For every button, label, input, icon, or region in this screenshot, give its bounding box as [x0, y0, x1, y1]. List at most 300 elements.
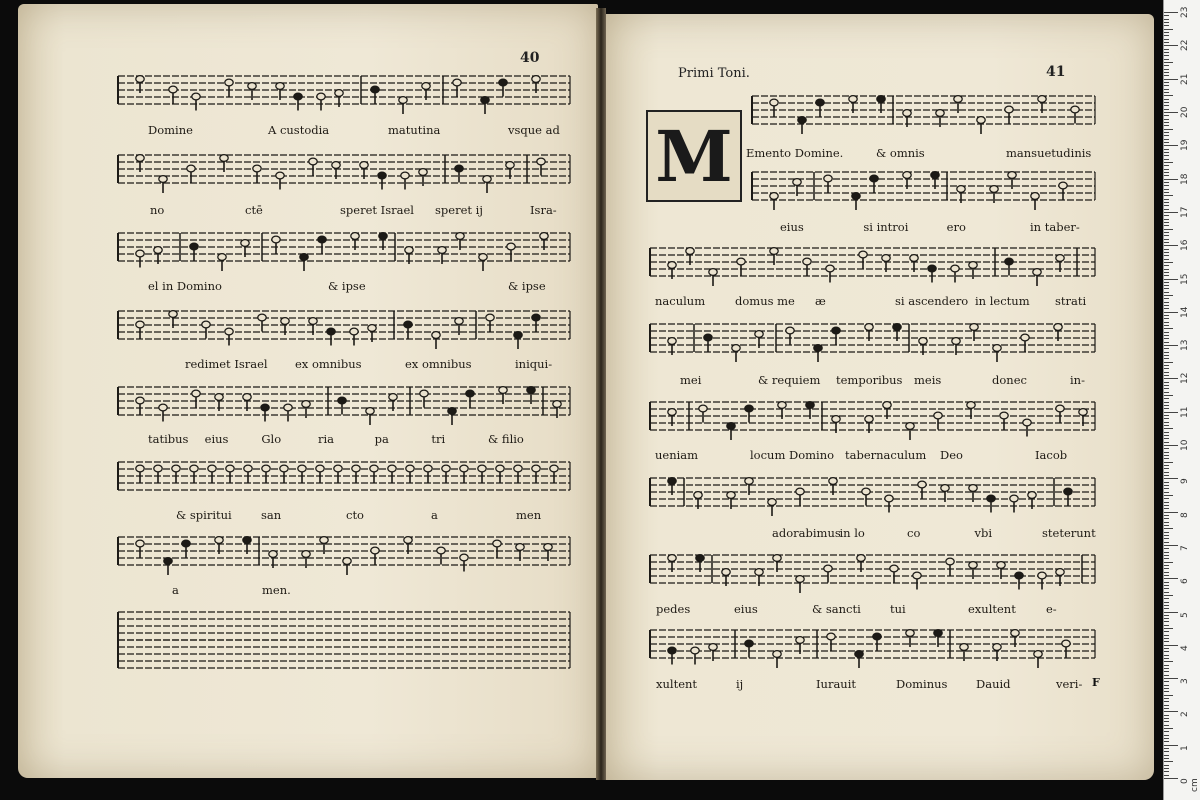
- ruler-tick: [1164, 645, 1178, 646]
- note: [466, 390, 474, 397]
- note: [448, 408, 456, 415]
- ruler-tick: [1164, 69, 1169, 70]
- note: [343, 558, 351, 565]
- note: [208, 465, 216, 472]
- note: [709, 269, 717, 276]
- right-page-number: 41: [1046, 64, 1066, 80]
- note: [970, 324, 978, 331]
- note: [832, 416, 840, 423]
- ruler-number: 22: [1180, 39, 1190, 52]
- ruler-number: 13: [1180, 339, 1190, 352]
- ruler-tick: [1164, 382, 1169, 383]
- ruler-tick: [1164, 125, 1169, 126]
- ruler-tick: [1164, 229, 1173, 230]
- note: [1011, 630, 1019, 637]
- note: [755, 569, 763, 576]
- lyric-word: Iurauit: [816, 677, 857, 691]
- ruler-tick: [1164, 195, 1173, 196]
- note: [827, 633, 835, 640]
- ruler-tick: [1164, 771, 1169, 772]
- lyric-word: temporibus: [836, 373, 903, 387]
- lyric-word: & requiem: [758, 373, 821, 387]
- lyric-word: cto: [346, 508, 364, 522]
- ruler-tick: [1164, 252, 1169, 253]
- right-page-header: Primi Toni.: [678, 66, 750, 81]
- note: [253, 165, 261, 172]
- ruler-tick: [1164, 348, 1169, 349]
- note: [1059, 182, 1067, 189]
- ruler-tick: [1164, 668, 1169, 669]
- ruler-tick: [1164, 565, 1169, 566]
- lyric-word: naculum: [655, 294, 706, 308]
- ruler-tick: [1164, 615, 1169, 616]
- note: [258, 314, 266, 321]
- note: [540, 233, 548, 240]
- lyric-word: & spiritui: [176, 508, 232, 522]
- note: [136, 155, 144, 162]
- note: [824, 175, 832, 182]
- ruler-tick: [1164, 12, 1178, 13]
- note: [1056, 569, 1064, 576]
- ruler-tick: [1164, 232, 1169, 233]
- ruler-tick: [1164, 432, 1169, 433]
- note: [1023, 419, 1031, 426]
- lyric-word: speret ij: [435, 203, 483, 217]
- ruler-tick: [1164, 292, 1169, 293]
- ruler-tick: [1164, 512, 1178, 513]
- ruler-tick: [1164, 22, 1169, 23]
- ruler-tick: [1164, 608, 1169, 609]
- note: [990, 186, 998, 193]
- note: [496, 465, 504, 472]
- note: [192, 93, 200, 100]
- ruler-tick: [1164, 711, 1178, 712]
- note: [1054, 324, 1062, 331]
- note: [302, 401, 310, 408]
- note: [544, 544, 552, 551]
- note: [332, 162, 340, 169]
- lyric-word: el in Domino: [148, 279, 222, 293]
- note: [154, 247, 162, 254]
- lyric-word: ex omnibus: [295, 357, 362, 371]
- lyric-word: vsque ad: [508, 123, 560, 137]
- note: [906, 423, 914, 430]
- ruler-tick: [1164, 312, 1178, 313]
- note: [969, 262, 977, 269]
- note: [262, 465, 270, 472]
- lyric-word: æ: [815, 294, 826, 308]
- ruler-tick: [1164, 658, 1169, 659]
- ruler-tick: [1164, 462, 1173, 463]
- ruler-tick: [1164, 582, 1169, 583]
- note: [215, 394, 223, 401]
- ruler-tick: [1164, 159, 1169, 160]
- lyric-word: redimet Israel: [185, 357, 268, 371]
- lyric-word: vbi: [974, 526, 993, 540]
- note: [371, 86, 379, 93]
- ruler-tick: [1164, 262, 1173, 263]
- lyric-word: & ipse: [328, 279, 366, 293]
- ruler-tick: [1164, 392, 1169, 393]
- ruler-tick: [1164, 25, 1169, 26]
- ruler-tick: [1164, 575, 1169, 576]
- ruler-tick: [1164, 265, 1169, 266]
- ruler-number: 10: [1180, 439, 1190, 451]
- note: [969, 562, 977, 569]
- ruler-tick: [1164, 502, 1169, 503]
- note: [405, 247, 413, 254]
- ruler-tick: [1164, 272, 1169, 273]
- ruler-tick: [1164, 691, 1169, 692]
- note: [745, 405, 753, 412]
- ruler-tick: [1164, 675, 1169, 676]
- lyric-word: ueniam: [655, 448, 699, 462]
- ruler-tick: [1164, 368, 1169, 369]
- note: [309, 158, 317, 165]
- ruler-tick: [1164, 498, 1169, 499]
- ruler-tick: [1164, 685, 1169, 686]
- ruler-tick: [1164, 52, 1169, 53]
- ruler-tick: [1164, 342, 1169, 343]
- note: [244, 465, 252, 472]
- ruler-tick: [1164, 488, 1169, 489]
- note: [154, 465, 162, 472]
- note: [366, 408, 374, 415]
- ruler-tick: [1164, 99, 1169, 100]
- ruler-tick: [1164, 242, 1169, 243]
- ruler-tick: [1164, 109, 1169, 110]
- note: [225, 79, 233, 86]
- ruler-tick: [1164, 405, 1169, 406]
- note: [997, 562, 1005, 569]
- ruler-tick: [1164, 219, 1169, 220]
- note: [1008, 172, 1016, 179]
- ruler-tick: [1164, 435, 1169, 436]
- note: [691, 647, 699, 654]
- ruler-tick: [1164, 185, 1169, 186]
- note: [967, 402, 975, 409]
- ruler-tick: [1164, 725, 1169, 726]
- ruler-tick: [1164, 222, 1169, 223]
- ruler-tick: [1164, 718, 1169, 719]
- note: [136, 250, 144, 257]
- lyric-word: Isra-: [530, 203, 557, 217]
- note: [243, 537, 251, 544]
- ruler-tick: [1164, 75, 1169, 76]
- lyric-word: & filio: [488, 432, 524, 446]
- ruler-number: 23: [1180, 6, 1190, 19]
- note: [527, 387, 535, 394]
- ruler-tick: [1164, 688, 1169, 689]
- ruler-tick: [1164, 455, 1169, 456]
- note: [159, 404, 167, 411]
- ruler-tick: [1164, 568, 1169, 569]
- note: [182, 540, 190, 547]
- ruler-tick: [1164, 212, 1178, 213]
- ruler-tick: [1164, 578, 1178, 579]
- note: [276, 83, 284, 90]
- ruler-tick: [1164, 665, 1169, 666]
- ruler-tick: [1164, 55, 1169, 56]
- note: [136, 540, 144, 547]
- note: [745, 640, 753, 647]
- note: [696, 555, 704, 562]
- note: [406, 465, 414, 472]
- lyric-word: Emento Domine.: [746, 146, 844, 160]
- ruler-tick: [1164, 82, 1169, 83]
- note: [437, 547, 445, 554]
- note: [309, 318, 317, 325]
- note: [379, 233, 387, 240]
- ruler-tick: [1164, 528, 1173, 529]
- note: [793, 179, 801, 186]
- ruler-number: 3: [1180, 678, 1190, 685]
- lyric-word: san: [261, 508, 282, 522]
- note: [951, 265, 959, 272]
- ruler-tick: [1164, 385, 1169, 386]
- ruler-tick: [1164, 698, 1169, 699]
- ruler-tick: [1164, 85, 1169, 86]
- note: [460, 554, 468, 561]
- note: [832, 327, 840, 334]
- note: [243, 394, 251, 401]
- ruler-tick: [1164, 65, 1169, 66]
- ruler-tick: [1164, 362, 1173, 363]
- ruler-tick: [1164, 165, 1169, 166]
- note: [796, 488, 804, 495]
- note: [919, 338, 927, 345]
- note: [300, 254, 308, 261]
- ruler-tick: [1164, 322, 1169, 323]
- ruler-tick: [1164, 761, 1173, 762]
- ruler-tick: [1164, 192, 1169, 193]
- lyric-word: eius: [780, 220, 804, 234]
- note: [241, 240, 249, 247]
- note: [404, 321, 412, 328]
- note: [957, 186, 965, 193]
- note: [318, 236, 326, 243]
- ruler-tick: [1164, 338, 1169, 339]
- ruler-tick: [1164, 408, 1169, 409]
- note: [987, 495, 995, 502]
- ruler-tick: [1164, 545, 1178, 546]
- note: [910, 255, 918, 262]
- ruler-tick: [1164, 535, 1169, 536]
- note: [918, 481, 926, 488]
- note: [226, 465, 234, 472]
- note: [338, 397, 346, 404]
- ruler-tick: [1164, 485, 1169, 486]
- note: [954, 96, 962, 103]
- ruler-tick: [1164, 618, 1169, 619]
- ruler-tick: [1164, 132, 1169, 133]
- note: [1033, 269, 1041, 276]
- ruler-tick: [1164, 602, 1169, 603]
- ruler-tick: [1164, 139, 1169, 140]
- ruler-tick: [1164, 638, 1169, 639]
- note: [934, 630, 942, 637]
- note: [931, 172, 939, 179]
- lyric-word: e-: [1046, 602, 1057, 616]
- ruler-number: 16: [1180, 239, 1190, 252]
- ruler-tick: [1164, 475, 1169, 476]
- lyric-word: tri: [431, 432, 446, 446]
- note: [159, 176, 167, 183]
- ruler-tick: [1164, 671, 1169, 672]
- lyric-word: Dauid: [976, 677, 1011, 691]
- note: [532, 76, 540, 83]
- ruler-tick: [1164, 332, 1169, 333]
- note: [420, 390, 428, 397]
- ruler-tick: [1164, 225, 1169, 226]
- note: [280, 465, 288, 472]
- note: [351, 233, 359, 240]
- ruler-tick: [1164, 678, 1178, 679]
- note: [993, 345, 1001, 352]
- ruler-tick: [1164, 372, 1169, 373]
- lyric-word: ex omnibus: [405, 357, 472, 371]
- note: [455, 318, 463, 325]
- note: [507, 243, 515, 250]
- ruler-tick: [1164, 468, 1169, 469]
- ruler-number: 6: [1180, 578, 1190, 585]
- note: [1021, 334, 1029, 341]
- ruler-number: 0: [1180, 778, 1190, 784]
- ruler-tick: [1164, 275, 1169, 276]
- ruler-tick: [1164, 588, 1169, 589]
- ruler-tick: [1164, 298, 1169, 299]
- ruler-tick: [1164, 92, 1169, 93]
- ruler-tick: [1164, 412, 1178, 413]
- note: [857, 555, 865, 562]
- note: [859, 251, 867, 258]
- ruler-unit: cm: [1190, 778, 1200, 792]
- ruler-tick: [1164, 415, 1169, 416]
- note: [281, 318, 289, 325]
- ruler-tick: [1164, 522, 1169, 523]
- note: [885, 495, 893, 502]
- note: [136, 321, 144, 328]
- ruler-tick: [1164, 95, 1173, 96]
- note: [401, 172, 409, 179]
- note: [481, 97, 489, 104]
- ruler-tick: [1164, 182, 1169, 183]
- note: [190, 465, 198, 472]
- ruler-tick: [1164, 422, 1169, 423]
- ruler-tick: [1164, 701, 1169, 702]
- note: [727, 423, 735, 430]
- note: [499, 79, 507, 86]
- note: [865, 324, 873, 331]
- ruler-tick: [1164, 29, 1173, 30]
- note: [455, 165, 463, 172]
- note: [668, 338, 676, 345]
- ruler-tick: [1164, 62, 1173, 63]
- lyric-word: & sancti: [812, 602, 861, 616]
- note: [316, 465, 324, 472]
- ruler-tick: [1164, 425, 1169, 426]
- note: [890, 565, 898, 572]
- ruler-tick: [1164, 681, 1169, 682]
- ruler-tick: [1164, 705, 1169, 706]
- note: [786, 327, 794, 334]
- note: [276, 172, 284, 179]
- note: [1038, 572, 1046, 579]
- note: [952, 338, 960, 345]
- note: [829, 478, 837, 485]
- ruler-tick: [1164, 199, 1169, 200]
- note: [1005, 106, 1013, 113]
- note: [317, 93, 325, 100]
- note: [934, 412, 942, 419]
- ruler-number: 4: [1180, 645, 1190, 651]
- ruler-tick: [1164, 552, 1169, 553]
- note: [906, 630, 914, 637]
- note: [136, 397, 144, 404]
- lyric-word: si introi: [863, 220, 909, 234]
- ruler-tick: [1164, 735, 1169, 736]
- ruler-tick: [1164, 145, 1178, 146]
- note: [694, 492, 702, 499]
- note: [770, 248, 778, 255]
- note: [1079, 409, 1087, 416]
- ruler-tick: [1164, 572, 1169, 573]
- note: [699, 405, 707, 412]
- note: [190, 243, 198, 250]
- note: [479, 254, 487, 261]
- ruler-tick: [1164, 442, 1169, 443]
- ruler-tick: [1164, 428, 1173, 429]
- lyric-word: eius: [204, 432, 229, 446]
- note: [870, 175, 878, 182]
- ruler-tick: [1164, 641, 1169, 642]
- note: [269, 551, 277, 558]
- note: [453, 79, 461, 86]
- note: [378, 172, 386, 179]
- ruler-number: 11: [1180, 406, 1190, 418]
- ruler-tick: [1164, 345, 1178, 346]
- note: [438, 247, 446, 254]
- ruler-tick: [1164, 751, 1169, 752]
- ruler-number: 5: [1180, 611, 1190, 618]
- note: [1034, 651, 1042, 658]
- note: [516, 544, 524, 551]
- ruler-tick: [1164, 555, 1169, 556]
- ruler-tick: [1164, 758, 1169, 759]
- note: [478, 465, 486, 472]
- lyric-word: mei: [680, 373, 702, 387]
- ruler-number: 17: [1180, 206, 1190, 218]
- ruler-tick: [1164, 741, 1169, 742]
- ruler-tick: [1164, 418, 1169, 419]
- lyric-word: Glo: [261, 432, 282, 446]
- ruler-tick: [1164, 129, 1173, 130]
- lyric-word: matutina: [388, 123, 441, 137]
- note: [370, 465, 378, 472]
- lyric-word: men.: [262, 583, 291, 597]
- ruler-tick: [1164, 525, 1169, 526]
- ruler-tick: [1164, 628, 1173, 629]
- note: [768, 499, 776, 506]
- ruler-tick: [1164, 378, 1178, 379]
- ruler-tick: [1164, 318, 1169, 319]
- ruler-tick: [1164, 365, 1169, 366]
- ruler-number: 8: [1180, 511, 1190, 518]
- ruler-tick: [1164, 308, 1169, 309]
- note: [732, 345, 740, 352]
- ruler-tick: [1164, 775, 1169, 776]
- ruler-tick: [1164, 72, 1169, 73]
